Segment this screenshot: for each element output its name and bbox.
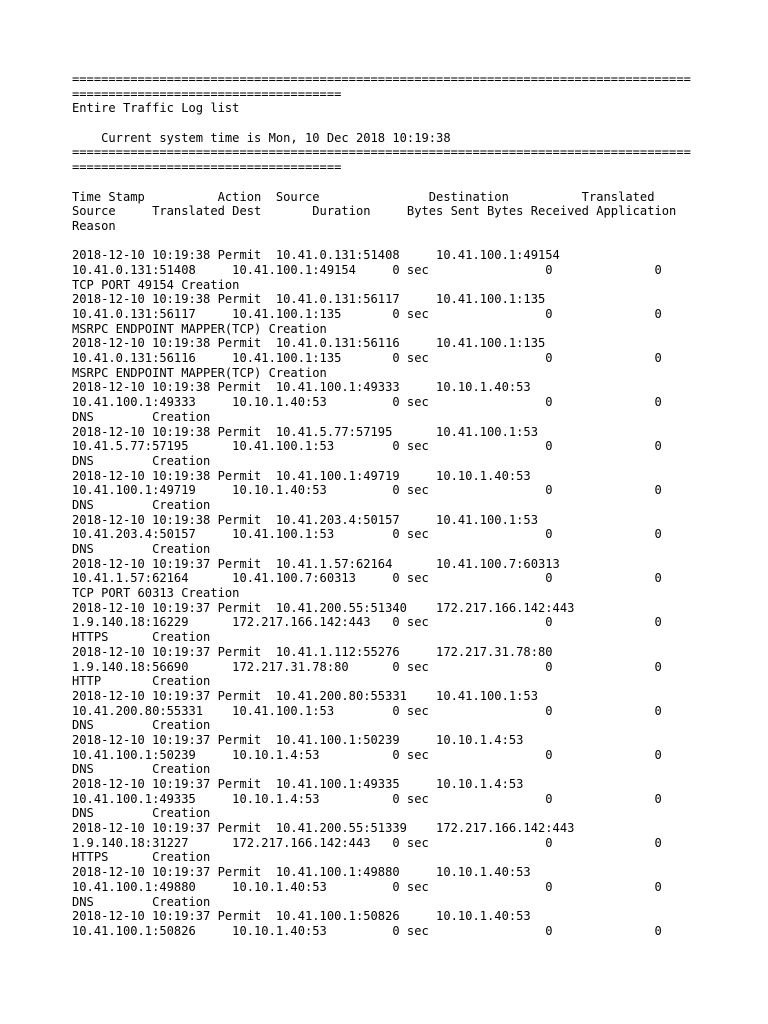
log-entries-list: [72, 248, 702, 938]
log-entry-line-3: HTTPS Creation: [72, 630, 211, 645]
log-entry-line-3: DNS Creation: [72, 497, 211, 512]
header-separator-long: =====================================================================================: [72, 72, 691, 86]
log-entry-line-1: 2018-12-10 10:19:37 Permit 10.41.100.1:49880 10.10.1.40:53: [72, 865, 531, 880]
log-entry: [72, 557, 702, 601]
log-entry-line-1: 2018-12-10 10:19:38 Permit 10.41.0.131:51408 10.41.100.1:49154: [72, 248, 560, 263]
log-entry-line-2: 10.41.200.80:55331 10.41.100.1:53 0 sec 0 0: [72, 703, 662, 718]
log-entry-line-3: TCP PORT 49154 Creation: [72, 277, 240, 292]
log-entry: [72, 292, 702, 336]
log-entry-line-1: 2018-12-10 10:19:38 Permit 10.41.0.131:56117 10.41.100.1:135: [72, 292, 546, 307]
log-entry-line-3: DNS Creation: [72, 894, 211, 909]
spacer: [72, 116, 702, 131]
log-entry-line-1: 2018-12-10 10:19:38 Permit 10.41.5.77:57195 10.41.100.1:53: [72, 424, 538, 439]
log-entry-line-1: 2018-12-10 10:19:37 Permit 10.41.1.57:62164 10.41.100.7:60313: [72, 556, 560, 571]
page-title: Entire Traffic Log list: [72, 101, 240, 116]
log-entry-line-3: DNS Creation: [72, 542, 211, 556]
log-entry-line-2: 10.41.203.4:50157 10.41.100.1:53 0 sec 0 0: [72, 527, 662, 542]
log-entry-line-1: 2018-12-10 10:19:37 Permit 10.41.1.112:55276 172.217.31.78:80: [72, 644, 553, 659]
header-separator-short-2: =====================================: [72, 160, 342, 175]
log-entry-line-1: 2018-12-10 10:19:37 Permit 10.41.200.55:51339 172.217.166.142:443: [72, 821, 575, 836]
log-entry: [72, 248, 702, 292]
log-entry-line-3: DNS Creation: [72, 453, 211, 468]
log-entry: [72, 380, 702, 424]
log-entry: [72, 469, 702, 513]
log-entry-line-3: HTTPS Creation: [72, 850, 211, 865]
spacer: [72, 175, 702, 190]
log-entry-line-3: DNS Creation: [72, 806, 211, 821]
column-headers-line-3: Reason: [72, 218, 116, 233]
log-entry-line-1: 2018-12-10 10:19:38 Permit 10.41.100.1:49333 10.10.1.40:53: [72, 380, 531, 395]
log-entry-line-3: TCP PORT 60313 Creation: [72, 586, 240, 601]
log-entry-line-1: 2018-12-10 10:19:37 Permit 10.41.100.1:50239 10.10.1.4:53: [72, 732, 524, 747]
log-entry-line-2: 1.9.140.18:56690 172.217.31.78:80 0 sec 0 0: [72, 659, 662, 674]
log-entry-line-2: 10.41.0.131:56116 10.41.100.1:135 0 sec 0 0: [72, 351, 662, 366]
system-time: Current system time is Mon, 10 Dec 2018 10:19:38: [72, 130, 451, 145]
log-entry-line-2: 10.41.0.131:56117 10.41.100.1:135 0 sec 0 0: [72, 307, 662, 321]
log-entry: [72, 425, 702, 469]
log-entry-line-2: 10.41.100.1:50826 10.10.1.40:53 0 sec 0 0: [72, 923, 662, 938]
log-entry: [72, 601, 702, 645]
log-entry-line-1: 2018-12-10 10:19:37 Permit 10.41.200.80:55331 10.41.100.1:53: [72, 688, 538, 703]
log-entry: [72, 777, 702, 821]
log-entry-line-2: 10.41.100.1:49335 10.10.1.4:53 0 sec 0 0: [72, 791, 662, 806]
log-entry: [72, 689, 702, 733]
log-entry-line-3: DNS Creation: [72, 718, 211, 733]
log-entry-line-1: 2018-12-10 10:19:37 Permit 10.41.100.1:49335 10.10.1.4:53: [72, 777, 524, 791]
spacer: [72, 234, 702, 249]
log-entry-line-1: 2018-12-10 10:19:37 Permit 10.41.100.1:50826 10.10.1.40:53: [72, 909, 531, 924]
log-entry-line-2: 10.41.100.1:50239 10.10.1.4:53 0 sec 0 0: [72, 747, 662, 762]
log-entry-line-3: DNS Creation: [72, 409, 211, 424]
log-entry-line-2: 10.41.5.77:57195 10.41.100.1:53 0 sec 0 0: [72, 439, 662, 454]
traffic-log-document: [72, 72, 702, 939]
log-entry-line-2: 1.9.140.18:31227 172.217.166.142:443 0 sec 0 0: [72, 835, 662, 850]
log-entry-line-3: HTTP Creation: [72, 674, 211, 689]
log-entry-line-2: 10.41.100.1:49880 10.10.1.40:53 0 sec 0 0: [72, 879, 662, 894]
log-entry-line-2: 10.41.1.57:62164 10.41.100.7:60313 0 sec 0 0: [72, 571, 662, 586]
log-entry: [72, 865, 702, 909]
log-entry-line-2: 10.41.0.131:51408 10.41.100.1:49154 0 sec 0 0: [72, 262, 662, 277]
log-entry: [72, 821, 702, 865]
log-entry-line-3: MSRPC ENDPOINT MAPPER(TCP) Creation: [72, 321, 327, 336]
log-entry-line-2: 10.41.100.1:49333 10.10.1.40:53 0 sec 0 0: [72, 395, 662, 410]
log-entry-line-3: DNS Creation: [72, 762, 211, 777]
log-entry-line-1: 2018-12-10 10:19:38 Permit 10.41.203.4:50157 10.41.100.1:53: [72, 512, 538, 527]
log-entry-line-2: 10.41.100.1:49719 10.10.1.40:53 0 sec 0 0: [72, 483, 662, 498]
log-entry: [72, 336, 702, 380]
header-separator-long-2: =====================================================================================: [72, 145, 691, 160]
log-entry: [72, 733, 702, 777]
log-entry-line-1: 2018-12-10 10:19:38 Permit 10.41.0.131:56116 10.41.100.1:135: [72, 336, 546, 351]
log-entry-line-1: 2018-12-10 10:19:38 Permit 10.41.100.1:49719 10.10.1.40:53: [72, 468, 531, 483]
header-separator-short: =====================================: [72, 86, 342, 101]
column-headers-line-2: Source Translated Dest Duration Bytes Sent Bytes Received Application: [72, 204, 677, 219]
log-entry-line-1: 2018-12-10 10:19:37 Permit 10.41.200.55:51340 172.217.166.142:443: [72, 600, 575, 615]
log-entry: [72, 513, 702, 557]
log-entry-line-3: MSRPC ENDPOINT MAPPER(TCP) Creation: [72, 365, 327, 380]
column-headers-line-1: Time Stamp Action Source Destination Translated: [72, 189, 655, 204]
log-entry: [72, 645, 702, 689]
log-entry-line-2: 1.9.140.18:16229 172.217.166.142:443 0 sec 0 0: [72, 615, 662, 630]
log-entry: [72, 909, 702, 938]
